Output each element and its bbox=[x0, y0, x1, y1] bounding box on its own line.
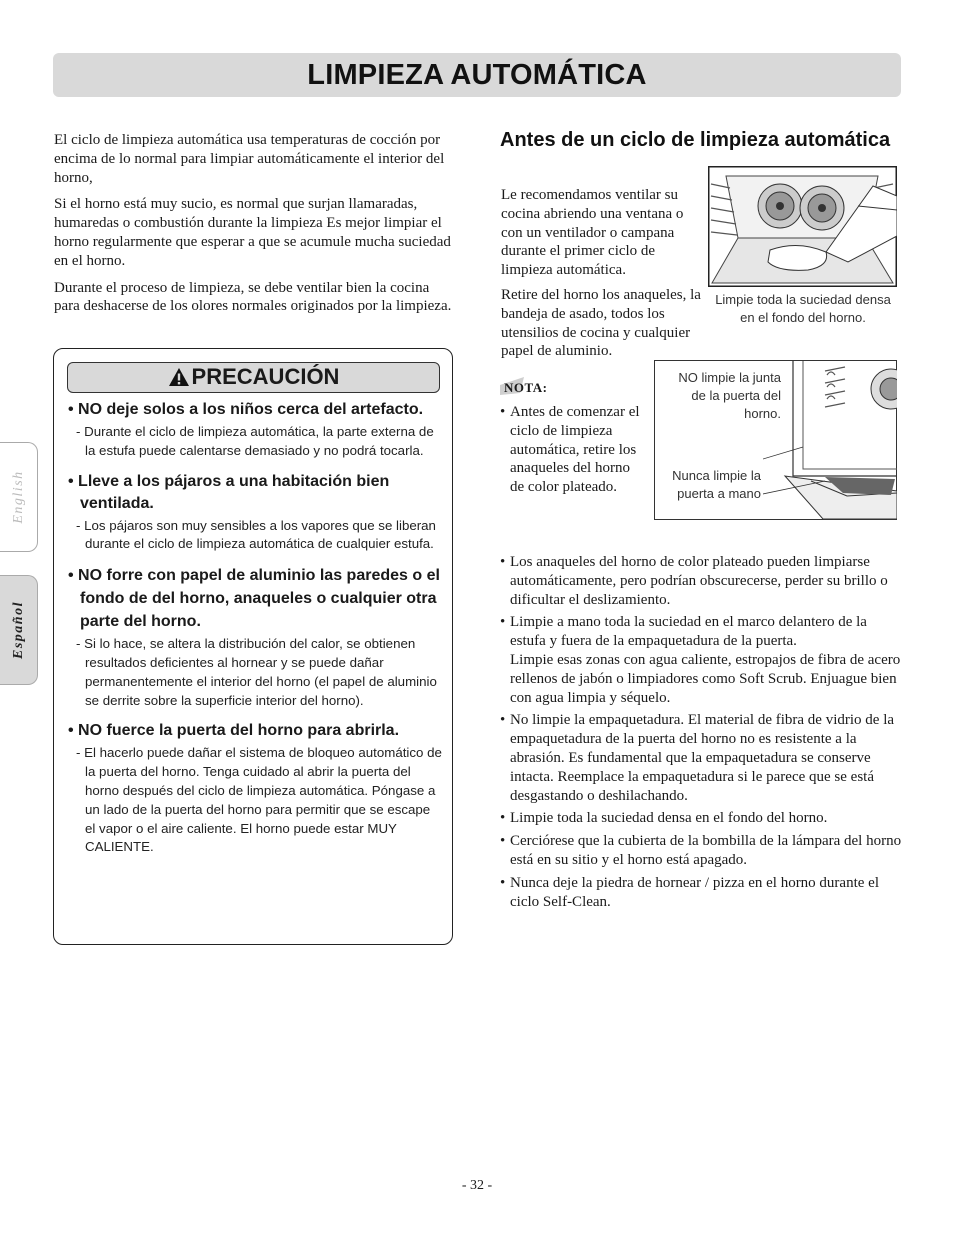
section-heading: Antes de un ciclo de limpieza automática bbox=[500, 129, 891, 151]
warning-icon bbox=[168, 367, 190, 387]
caution-item-4-heading: • NO fuerce la puerta del horno para abrirla. bbox=[68, 722, 400, 740]
nota-block bbox=[500, 377, 640, 501]
list-item-extra-text: Limpie esas zonas con agua caliente, estropajos de fibra de acero rellenos de jabón o limpiadores como Soft Scrub. Enjuague bien con agua limpia y séquelo. bbox=[510, 651, 901, 706]
figure-2-label-gasket: NO limpie la junta de la puerta del horno. bbox=[678, 370, 781, 421]
section-paragraph-1: Le recomendamos ventilar su cocina abriendo una ventana o con un ventilador o campana durante el primer ciclo de limpieza automática. bbox=[501, 187, 684, 279]
cleaning-tips-list bbox=[500, 553, 902, 915]
nota-label: NOTA: bbox=[504, 380, 548, 395]
caution-item-3-heading: • NO forre con papel de aluminio las paredes o el fondo de del horno, anaqueles o cualquier otra parte del horno. bbox=[68, 567, 440, 631]
caution-item-2-detail: - Los pájaros son muy sensibles a los vapores que se liberan durante el ciclo de limpieza automática de cualquier estufa. bbox=[76, 517, 436, 552]
list-item bbox=[500, 553, 902, 609]
list-item-text: No limpie la empaquetadura. El material de fibra de vidrio de la empaquetadura de la puerta del horno no es resistente a la abrasión. Es fundamental que la empaquetadura se conserve intacta. Reemplace la empaquetadura si le parece que se está desgastando o deshilachando. bbox=[510, 712, 895, 804]
page-title: LIMPIEZA AUTOMÁTICA bbox=[307, 59, 647, 91]
caution-item-3-detail: - Si lo hace, se altera la distribución del calor, se obtienen resultados deficientes al hornear y se puede dañar permanentemente el interior del horno (el papel de aluminio se derrite sobre la superficie interior del horno). bbox=[76, 636, 437, 708]
caution-item-2-heading: • Lleve a los pájaros a una habitación bien ventilada. bbox=[68, 472, 390, 512]
page-number: - 32 - bbox=[461, 1178, 493, 1193]
door-gasket-figure bbox=[654, 360, 897, 520]
caution-list bbox=[68, 399, 444, 867]
figure-2-label-door: Nunca limpie la puerta a mano bbox=[672, 468, 761, 501]
tab-espanol-label: Español bbox=[10, 601, 26, 659]
list-item-text: Nunca deje la piedra de hornear / pizza en el horno durante el ciclo Self-Clean. bbox=[510, 874, 879, 910]
caution-item-1-heading: • NO deje solos a los niños cerca del artefacto. bbox=[68, 401, 424, 418]
intro-paragraph-1: El ciclo de limpieza automática usa temperaturas de cocción por encima de lo normal para limpiar automáticamente el interior del horno, bbox=[54, 132, 445, 186]
tab-espanol[interactable] bbox=[0, 575, 38, 685]
nota-item: • Antes de comenzar el ciclo de limpieza automática, retire los anaqueles del horno de color plateado. bbox=[500, 403, 640, 497]
section-intro bbox=[501, 186, 706, 367]
nota-list bbox=[500, 403, 640, 497]
tab-english[interactable] bbox=[0, 442, 38, 552]
caution-header bbox=[67, 362, 440, 393]
tab-english-label: English bbox=[10, 470, 26, 524]
caution-box bbox=[53, 348, 453, 945]
oven-cleaning-illustration bbox=[708, 166, 897, 287]
caution-title: PRECAUCIÓN bbox=[191, 364, 340, 389]
intro-paragraph-2: Si el horno está muy sucio, es normal que surjan llamaradas, humaredas o combustión durante la limpieza Es mejor limpiar el horno regularmente que esperar a que se acumule mucha suciedad en el horno. bbox=[54, 196, 451, 269]
list-item-text: Los anaqueles del horno de color plateado pueden limpiarse automáticamente, pero podrían obscurecerse, perder su brillo o dificultar el deslizamiento. bbox=[510, 554, 888, 608]
list-item bbox=[500, 832, 902, 870]
oven-door-illustration bbox=[763, 361, 897, 519]
title-bar bbox=[53, 53, 901, 97]
nota-header bbox=[500, 377, 640, 397]
caution-item-1-detail: - Durante el ciclo de limpieza automática, la parte externa de la estufa puede calentarse demasiado y no podrá tocarla. bbox=[76, 424, 434, 458]
list-item-text: Limpie toda la suciedad densa en el fondo del horno. bbox=[510, 810, 828, 827]
intro-text bbox=[54, 131, 456, 324]
intro-paragraph-3: Durante el proceso de limpieza, se debe ventilar bien la cocina para deshacerse de los olores normales originados por la limpieza. bbox=[54, 279, 452, 315]
figure-1-caption: Limpie toda la suciedad densa en el fondo del horno. bbox=[715, 292, 891, 325]
list-item bbox=[500, 874, 902, 912]
section-paragraph-2: Retire del horno los anaqueles, la bandeja de asado, todos los utensilios de cocina y cualquier papel de aluminio. bbox=[501, 286, 701, 360]
list-item-text: Limpie a mano toda la suciedad en el marco delantero de la estufa y fuera de la empaquetadura de la puerta. bbox=[510, 614, 867, 650]
list-item-text: Cerciórese que la cubierta de la bombilla de la lámpara del horno está en su sitio y el horno está apagado. bbox=[510, 833, 902, 868]
caution-item-4-detail: - El hacerlo puede dañar el sistema de bloqueo automático de la puerta del horno. Tenga cuidado al abrir la puerta del horno después del ciclo de limpieza automática. Póngase a un lado de la puerta del horno para permitir que se escape el vapor o el aire caliente. El horno puede estar MUY CALIENTE. bbox=[76, 745, 442, 855]
list-item bbox=[500, 613, 902, 707]
list-item bbox=[500, 711, 902, 805]
list-item bbox=[500, 809, 902, 828]
